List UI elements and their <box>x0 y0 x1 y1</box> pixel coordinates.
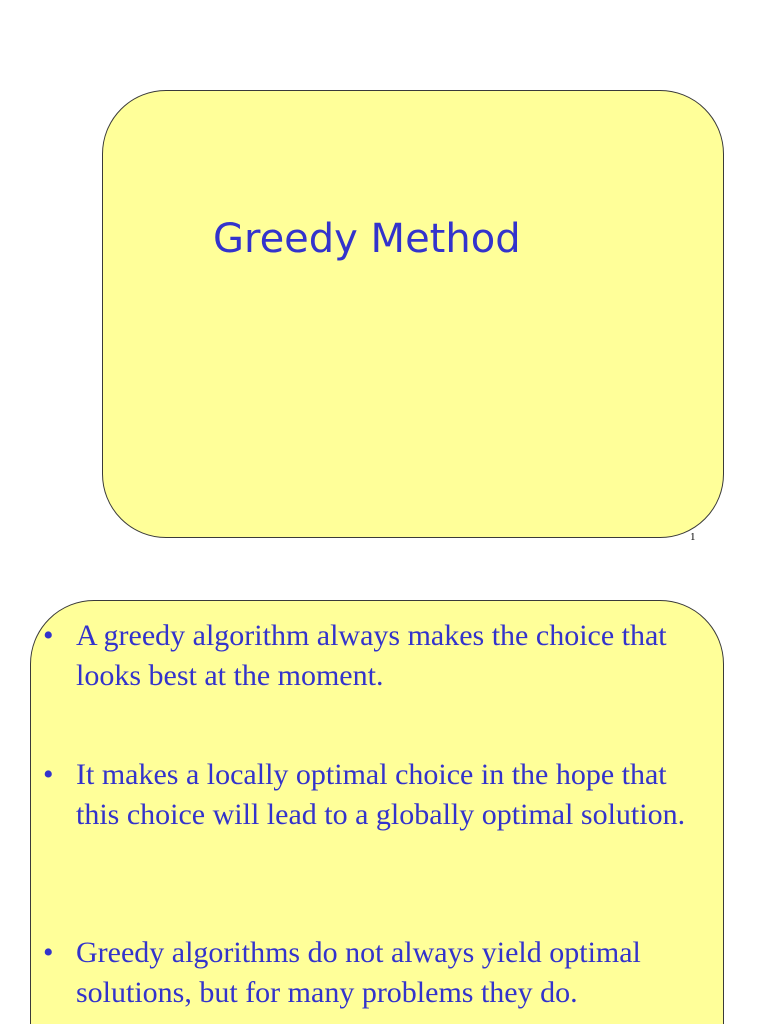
bullet-text: It makes a locally optimal choice in the hope that this choice will lead to a globally optimal solution. <box>76 758 686 831</box>
bullet-icon: • <box>43 758 54 791</box>
slide-title: Greedy Method <box>213 216 521 262</box>
content-slide <box>30 600 724 1024</box>
bullet-text: A greedy algorithm always makes the choice that looks best at the moment. <box>76 619 667 692</box>
title-slide <box>102 90 724 538</box>
bullet-icon: • <box>43 936 54 969</box>
bullet-icon: • <box>43 619 54 652</box>
page-number: 1 <box>690 531 696 543</box>
bullet-text: Greedy algorithms do not always yield optimal solutions, but for many problems they do. <box>76 936 641 1009</box>
